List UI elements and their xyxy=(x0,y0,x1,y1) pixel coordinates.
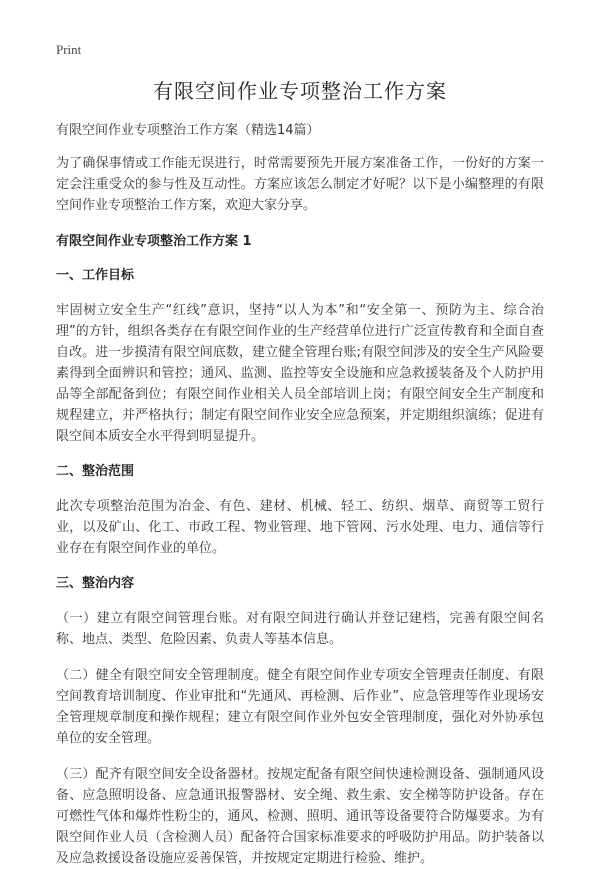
section-paragraph: 牢固树立安全生产“红线”意识，坚持“以人为本”和“安全第一、预防为主、综合治理”的方针，组织各类存在有限空间作业的生产经营单位进行广泛宣传教育和全面自查自改。进一步摸清有限空间底数，建立健全管理台账;有限空间涉及的安全生产风险要素得到全面辨识和管控；通风、监测、监控等安全设施和应急救援装备及个人防护用品等全部配备到位；有限空间作业相关人员全部培训上岗；有限空间安全生产制度和规程建立，并严格执行；制定有限空间作业安全应急预案，并定期组织演练；促进有限空间本质安全水平得到明显提升。 xyxy=(56,303,544,444)
section-paragraph: （二）健全有限空间安全管理制度。健全有限空间作业专项安全管理责任制度、有限空间教育培训制度、作业审批和“先通风、再检测、后作业”、应急管理等作业现场安全管理规章制度和操作规程；建立有限空间作业外包安全管理制度，强化对外协承包单位的安全管理。 xyxy=(56,668,544,746)
plan-heading: 有限空间作业专项整治工作方案 1 xyxy=(56,234,252,249)
section-paragraph: （三）配齐有限空间安全设备器材。按规定配备有限空间快速检测设备、强制通风设备、应急照明设备、应急通讯报警器材、安全绳、救生索、安全梯等防护设备。存在可燃性气体和爆炸性粉尘的，通风、检测、照明、通讯等设备要符合防爆要求。为有限空间作业人员（含检测人员）配备符合国家标准要求的呼吸防护用品。防护装备以及应急救援设备设施应妥善保管，并按规定定期进行检验、维护。 xyxy=(56,767,544,866)
page-title: 有限空间作业专项整治工作方案 xyxy=(153,79,447,103)
section-heading-scope: 二、整治范围 xyxy=(56,464,135,479)
section-heading-goals: 一、工作目标 xyxy=(56,268,135,283)
print-label[interactable]: Print xyxy=(56,42,82,57)
section-paragraph: 此次专项整治范围为冶金、有色、建材、机械、轻工、纺织、烟草、商贸等工贸行业，以及矿山、化工、市政工程、物业管理、地下管网、污水处理、电力、通信等行业存在有限空间作业的单位。 xyxy=(56,499,544,556)
intro-paragraph: 为了确保事情或工作能无误进行，时常需要预先开展方案准备工作，一份好的方案一定会注重受众的参与性及互动性。方案应该怎么制定才好呢？以下是小编整理的有限空间作业专项整治工作方案，欢迎大家分享。 xyxy=(56,156,544,213)
section-paragraph: （一）建立有限空间管理台账。对有限空间进行确认并登记建档，完善有限空间名称、地点、类型、危险因素、负责人等基本信息。 xyxy=(56,611,544,647)
section-heading-content: 三、整治内容 xyxy=(56,576,135,591)
document-subtitle: 有限空间作业专项整治工作方案（精选14篇） xyxy=(56,123,320,138)
